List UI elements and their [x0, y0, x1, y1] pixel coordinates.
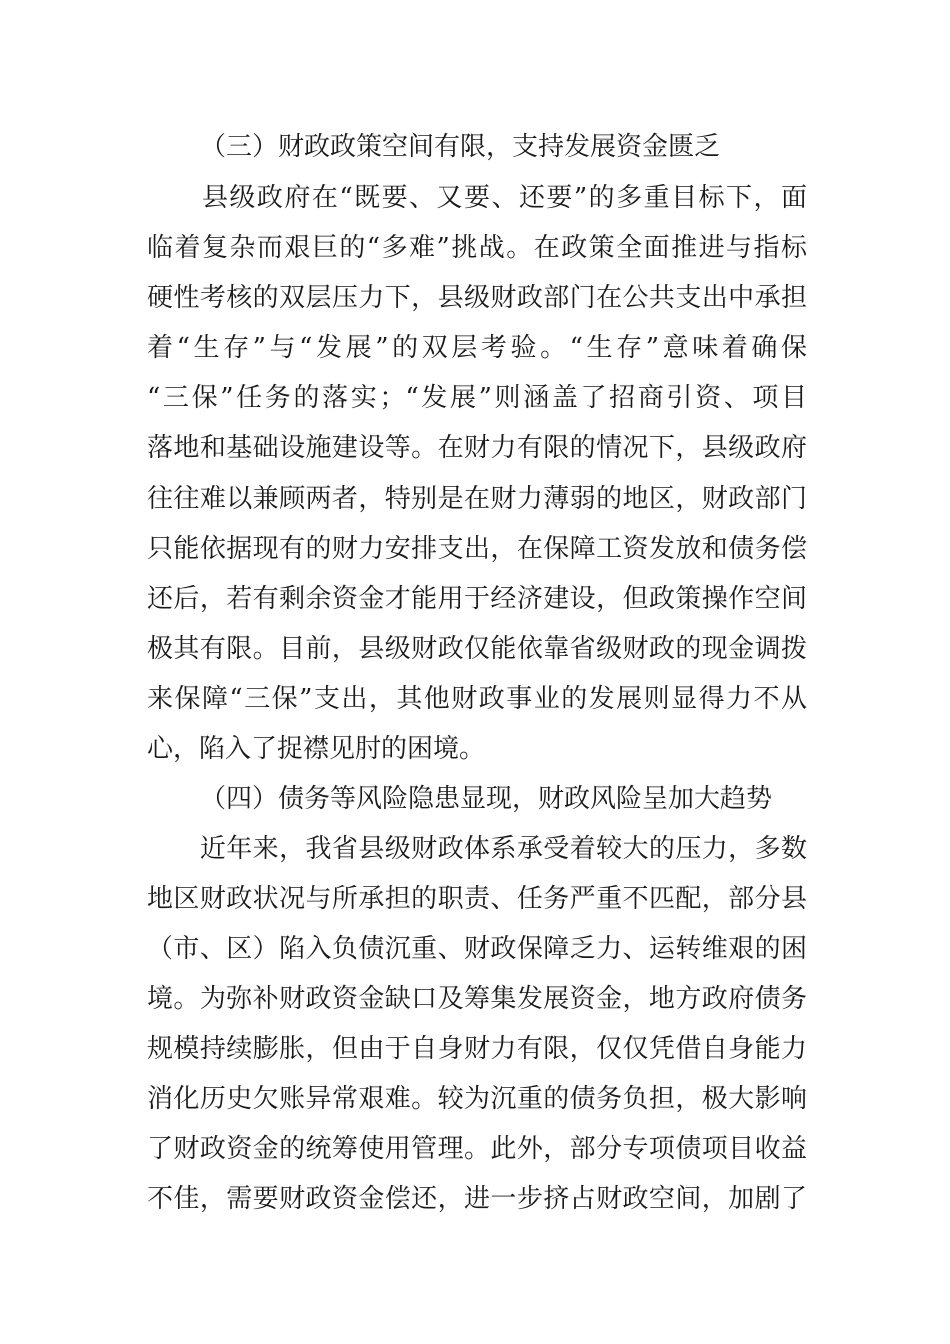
section-4-line: 规模持续膨胀，但由于自身财力有限，仅仅凭借自身能力	[147, 1034, 807, 1064]
section-3-heading: （三）财政政策空间有限，支持发展资金匮乏	[200, 132, 721, 162]
section-4-line: 了财政资金的统筹使用管理。此外，部分专项债项目收益	[147, 1134, 807, 1164]
section-4-line: 消化历史欠账异常艰难。较为沉重的债务负担，极大影响	[147, 1084, 807, 1114]
section-4-line: 境。为弥补财政资金缺口及筹集发展资金，地方政府债务	[147, 984, 807, 1014]
section-3-line: 还后，若有剩余资金才能用于经济建设，但政策操作空间	[147, 584, 807, 614]
section-3-line: 县级政府在“既要、又要、还要”的多重目标下，面	[147, 183, 807, 213]
section-3-line: 心，陷入了捉襟见肘的困境。	[147, 734, 486, 764]
section-3-line: 只能依据现有的财力安排支出，在保障工资发放和债务偿	[147, 534, 807, 564]
section-4-heading: （四）债务等风险隐患显现，财政风险呈加大趋势	[200, 784, 773, 814]
section-4-line: 近年来，我省县级财政体系承受着较大的压力，多数	[147, 834, 807, 864]
section-3-line: 往往难以兼顾两者，特别是在财力薄弱的地区，财政部门	[147, 484, 807, 514]
section-3-line: 极其有限。目前，县级财政仅能依靠省级财政的现金调拨	[147, 634, 807, 664]
section-4-line: （市、区）陷入负债沉重、财政保障乏力、运转维艰的困	[147, 934, 807, 964]
section-3-line: 落地和基础设施建设等。在财力有限的情况下，县级政府	[147, 433, 807, 463]
section-3-line: 来保障“三保”支出，其他财政事业的发展则显得力不从	[147, 684, 807, 714]
section-3-line: 硬性考核的双层压力下，县级财政部门在公共支出中承担	[147, 283, 807, 313]
section-3-line: 着“生存”与“发展”的双层考验。“生存”意味着确保	[147, 333, 807, 363]
section-3-line: 临着复杂而艰巨的“多难”挑战。在政策全面推进与指标	[147, 233, 807, 263]
section-3-line: “三保”任务的落实；“发展”则涵盖了招商引资、项目	[147, 383, 807, 413]
section-4-line: 不佳，需要财政资金偿还，进一步挤占财政空间，加剧了	[147, 1184, 807, 1214]
section-4-line: 地区财政状况与所承担的职责、任务严重不匹配，部分县	[147, 884, 807, 914]
